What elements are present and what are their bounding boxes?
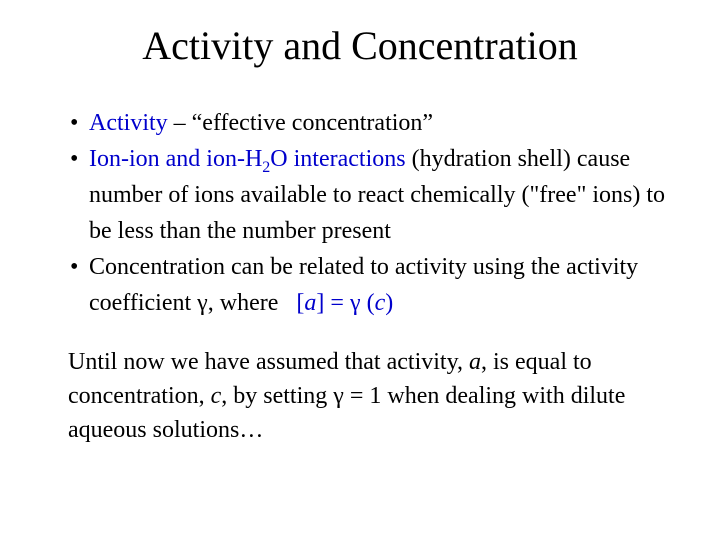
paragraph-activity-a: a <box>469 349 482 375</box>
formula-activity-a: a <box>304 290 317 316</box>
paragraph-text-1: Until now we have assumed that activity, <box>68 349 470 375</box>
bullet-icon: • <box>70 254 79 280</box>
bullet-icon: • <box>70 110 79 136</box>
bullet-term-activity: Activity <box>89 110 168 136</box>
formula-paren-close: ) <box>385 290 394 316</box>
bullet-text-interactions: (hydration shell) cause number of ions available to react chemically ("free" ions) to be less than the number present <box>89 146 666 244</box>
term-part-1: Ion-ion and ion-H <box>89 146 263 172</box>
paragraph-concentration-c: c <box>210 383 222 409</box>
bullet-item-interactions <box>70 141 690 249</box>
bullet-item-concentration <box>70 249 690 321</box>
activity-formula <box>296 290 393 316</box>
bullet-text-concentration: Concentration can be related to activity using the activity coefficient <box>89 254 639 316</box>
bullet-text-where: , where <box>207 290 297 316</box>
bullet-term-interactions <box>89 146 406 176</box>
body-paragraph <box>68 345 708 447</box>
formula-concentration-c: c <box>374 290 386 316</box>
formula-bracket-open: [ <box>296 290 305 316</box>
formula-paren-open: ( <box>360 290 375 316</box>
term-part-2: O interactions <box>270 146 406 172</box>
bullet-icon: • <box>70 146 79 172</box>
bullet-text-activity: – “effective concentration” <box>167 110 434 136</box>
formula-equals: ] = <box>316 290 350 316</box>
paragraph-text-2: , is equal to concentration, <box>68 349 592 409</box>
bullet-list <box>70 105 690 321</box>
gamma-symbol: γ <box>197 290 208 316</box>
paragraph-text-4: = 1 when dealing with dilute aqueous solutions… <box>68 383 626 443</box>
slide-title: Activity and Concentration <box>142 23 578 68</box>
bullet-item-activity <box>70 105 690 141</box>
paragraph-text-3: , by setting <box>221 383 334 409</box>
formula-gamma: γ <box>349 290 361 316</box>
subscript-2: 2 <box>262 159 271 176</box>
paragraph-gamma: γ <box>333 383 344 409</box>
